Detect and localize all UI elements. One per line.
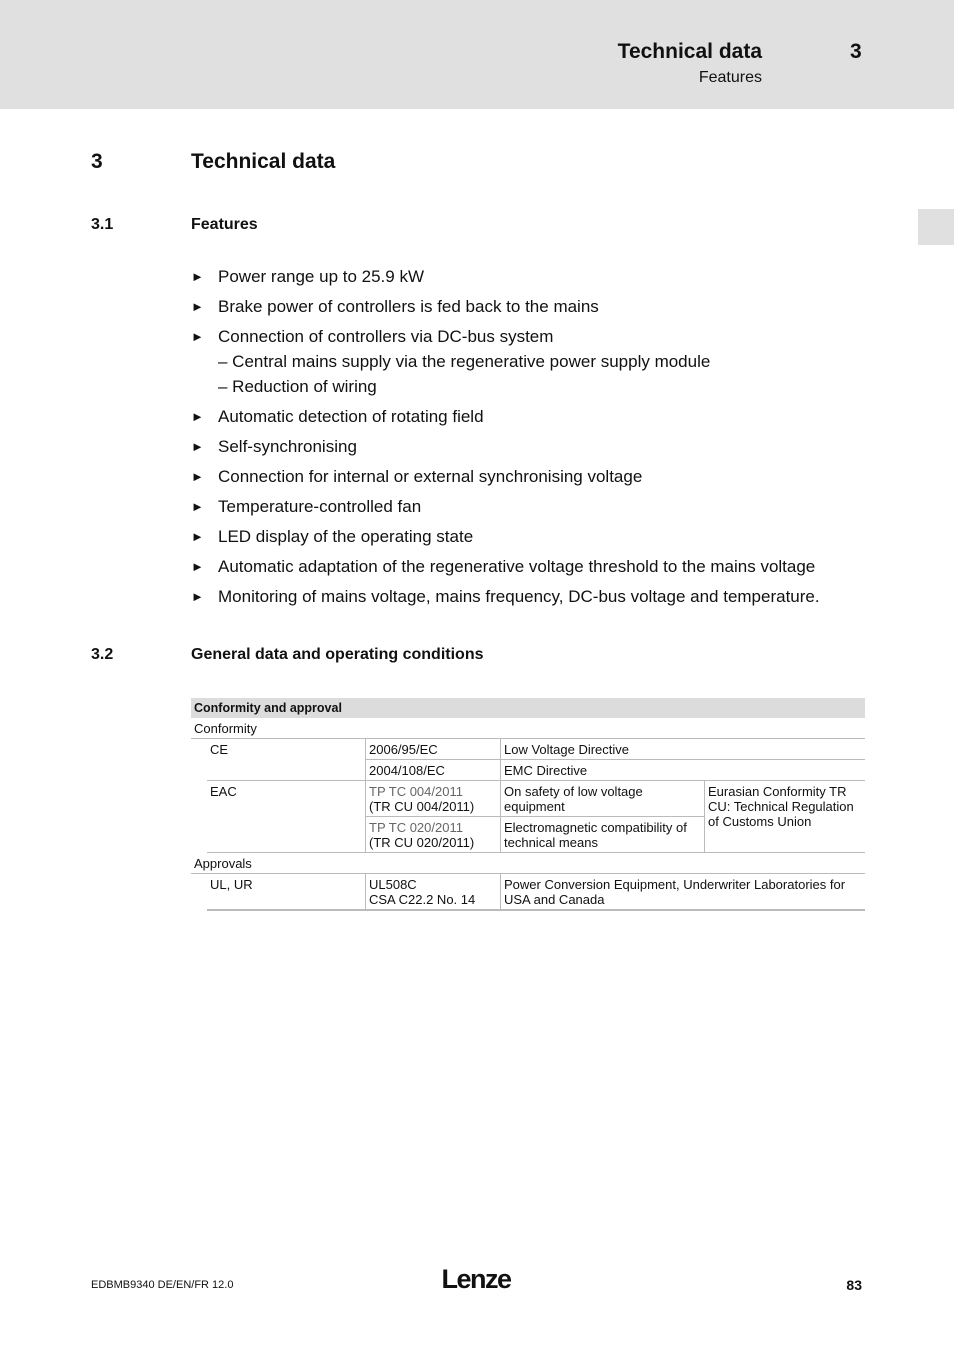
triangle-bullet-icon: ►	[191, 299, 204, 314]
table-row	[191, 874, 865, 911]
chapter-number: 3	[91, 150, 103, 173]
ce-label: CE	[207, 739, 366, 781]
section-number-general: 3.2	[91, 646, 114, 663]
chapter-side-tab	[918, 209, 954, 245]
feature-item: ► Automatic detection of rotating field	[191, 404, 891, 429]
feature-item: ► Connection of controllers via DC-bus system – Central mains supply via the regenerative power supply module – Reduction of wiring	[191, 324, 891, 399]
feature-item: ► LED display of the operating state	[191, 524, 891, 549]
table-group-row	[191, 853, 865, 874]
triangle-bullet-icon: ►	[191, 469, 204, 484]
lenze-logo	[438, 1263, 514, 1293]
section-title-general: General data and operating conditions	[191, 646, 484, 663]
table-group-row	[191, 718, 865, 739]
chapter-title: Technical data	[191, 150, 336, 173]
approvals-label: Approvals	[191, 853, 865, 874]
table-cell-desc: Low Voltage Directive	[501, 739, 866, 760]
triangle-bullet-icon: ►	[191, 329, 204, 344]
eac-note: Eurasian Conformity TR CU: Technical Regulation of Customs Union	[705, 781, 866, 853]
tr-code: (TR CU 020/2011)	[369, 835, 475, 850]
section-title-features: Features	[191, 216, 258, 233]
feature-item: ► Temperature-controlled fan	[191, 494, 891, 519]
feature-item: ► Connection for internal or external synchronising voltage	[191, 464, 891, 489]
triangle-bullet-icon: ►	[191, 589, 204, 604]
table-cell-code: 2004/108/EC	[366, 760, 501, 781]
feature-item: ► Brake power of controllers is fed back to the mains	[191, 294, 891, 319]
triangle-bullet-icon: ►	[191, 409, 204, 424]
document-id: EDBMB9340 DE/EN/FR 12.0	[91, 1279, 234, 1291]
table-cell-code: UL508C CSA C22.2 No. 14	[366, 874, 501, 911]
table-cell-desc: EMC Directive	[501, 760, 866, 781]
triangle-bullet-icon: ►	[191, 529, 204, 544]
tp-code: TP TC 004/2011	[369, 784, 463, 799]
eac-label: EAC	[207, 781, 366, 853]
table-cell-code	[366, 781, 501, 817]
table-cell-desc: On safety of low voltage equipment	[501, 781, 705, 817]
header-section-name: Features	[698, 69, 762, 86]
triangle-bullet-icon: ►	[191, 439, 204, 454]
conformity-label: Conformity	[191, 718, 865, 739]
feature-item: ► Monitoring of mains voltage, mains frequency, DC-bus voltage and temperature.	[191, 584, 891, 609]
features-list	[191, 264, 891, 614]
ul-label: UL, UR	[207, 874, 366, 911]
feature-subitem: – Central mains supply via the regenerative power supply module	[218, 352, 711, 371]
page-header	[0, 0, 954, 109]
table-row	[191, 781, 865, 817]
feature-item: ► Automatic adaptation of the regenerative voltage threshold to the mains voltage	[191, 554, 891, 579]
table-heading-row	[191, 698, 865, 718]
feature-subitem: – Reduction of wiring	[218, 377, 377, 396]
feature-item: ► Power range up to 25.9 kW	[191, 264, 891, 289]
conformity-table	[191, 698, 865, 911]
table-heading: Conformity and approval	[191, 698, 865, 718]
feature-item: ► Self-synchronising	[191, 434, 891, 459]
tp-code: TP TC 020/2011	[369, 820, 463, 835]
page-number: 83	[846, 1277, 862, 1293]
lenze-logo-text: Lenze	[441, 1264, 511, 1293]
section-number-features: 3.1	[91, 216, 114, 233]
triangle-bullet-icon: ►	[191, 559, 204, 574]
header-chapter-title: Technical data	[617, 40, 762, 63]
triangle-bullet-icon: ►	[191, 269, 204, 284]
tr-code: (TR CU 004/2011)	[369, 799, 475, 814]
table-cell-code: 2006/95/EC	[366, 739, 501, 760]
table-cell-code	[366, 817, 501, 853]
header-chapter-number: 3	[850, 40, 862, 63]
table-cell-desc: Power Conversion Equipment, Underwriter Laboratories for USA and Canada	[501, 874, 866, 911]
table-cell-desc: Electromagnetic compatibility of technical means	[501, 817, 705, 853]
table-row	[191, 739, 865, 760]
triangle-bullet-icon: ►	[191, 499, 204, 514]
